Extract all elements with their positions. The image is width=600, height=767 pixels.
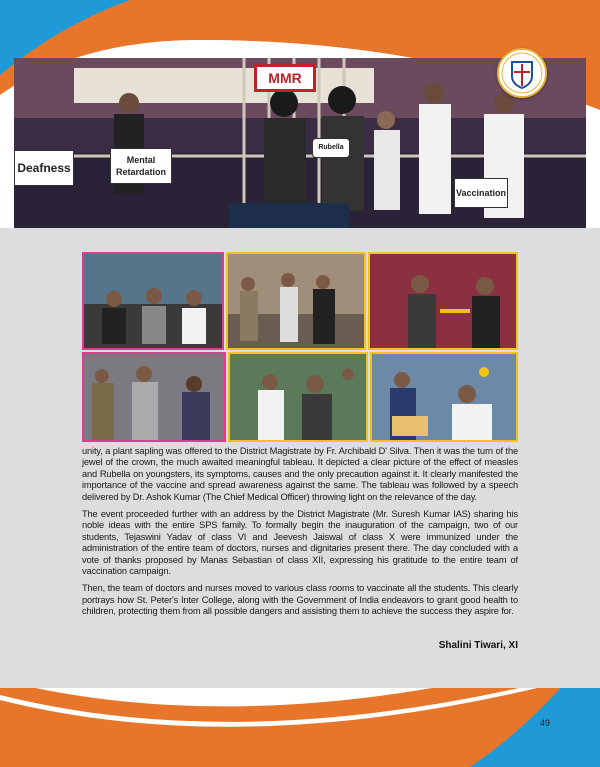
school-crest-logo bbox=[497, 48, 547, 98]
photo-procession bbox=[226, 252, 366, 350]
article-paragraph: unity, a plant sapling was offered to the District Magistrate by Fr. Archibald D' Silva. Then it was the turn of the jewel of the crown, the much awaited meaningful tableau. It depicted a clear picture of the effect of measles and Rubella on youngsters, its symptoms, causes and the only precaution against it. It clearly manifested the importance of the vaccine and spread awareness against the same. The tableau was followed by a speech delivered by Dr. Ashok Kumar (The Chief Medical Officer) throwing light on the relevance of the day. bbox=[82, 446, 518, 502]
photo-student-immunized bbox=[370, 352, 518, 442]
sign-mental-retardation: Mental Retardation bbox=[110, 148, 172, 184]
article-author: Shalini Tiwari, XI bbox=[438, 640, 518, 651]
article-paragraph: Then, the team of doctors and nurses moved to various class rooms to vaccinate all the students. This clearly portrays how St. Peter's Inter College, along with the Government of India endeavors to grant good health to children, protecting them from all possible dangers and assisting them to achieve the success they aspire for. bbox=[82, 583, 518, 617]
photo-illustration bbox=[84, 254, 222, 348]
article-paragraph: The event proceeded further with an address by the District Magistrate (Mr. Suresh Kumar IAS) sharing his noble ideas with the entire SPS family. To formally begin the inauguration of the campaign, two of our students, Tejaswini Yadav of class VI and Jeevesh Jaiswal of class X were immunized under the administration of the entire team of doctors, nurses and dignitaries present there. The day concluded with a vote of thanks proposed by Manas Sebastian of class XII, expressing his gratitude to the entire team of vaccination campaign. bbox=[82, 509, 518, 577]
photo-vaccination bbox=[228, 352, 368, 442]
photo-greeting bbox=[82, 352, 226, 442]
sign-rubella: Rubella bbox=[312, 138, 350, 158]
photo-illustration bbox=[370, 254, 516, 348]
photo-lamp-lighting bbox=[368, 252, 518, 350]
photo-illustration bbox=[228, 254, 364, 348]
photo-illustration bbox=[84, 354, 224, 440]
sign-mmr: MMR bbox=[254, 64, 316, 92]
sign-deafness: Deafness bbox=[14, 150, 74, 186]
sign-vaccination: Vaccination bbox=[454, 178, 508, 208]
photo-illustration bbox=[230, 354, 366, 440]
crest-icon bbox=[499, 50, 545, 96]
page-number: 49 bbox=[540, 718, 551, 728]
article-body bbox=[82, 446, 518, 624]
photo-dignitaries-seated bbox=[82, 252, 224, 350]
photo-collage bbox=[82, 252, 518, 442]
photo-illustration bbox=[372, 354, 516, 440]
